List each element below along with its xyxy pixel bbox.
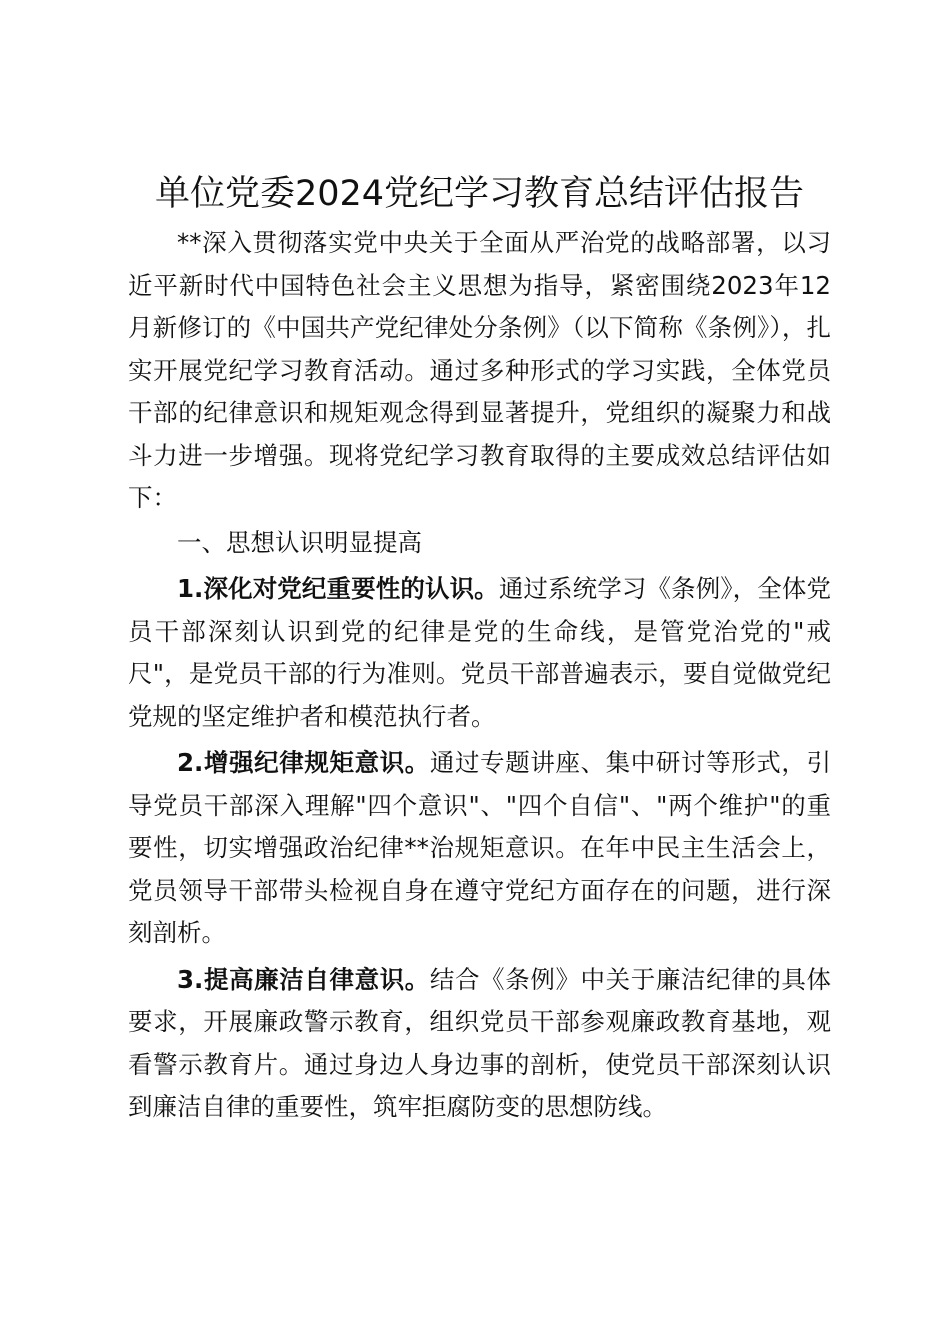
item-body: 通过专题讲座、集中研讨等形式，引导党员干部深入理解"四个意识"、"四个自信"、"两个维护"的重要性，切实增强政治纪律**治规矩意识。在年中民主生活会上，党员领导干部带头检视自身在遵守党纪方面存在的问题，进行深刻剖析。: [128, 748, 832, 947]
intro-paragraph: **深入贯彻落实党中央关于全面从严治党的战略部署，以习近平新时代中国特色社会主义思想为指导，紧密围绕2023年12月新修订的《中国共产党纪律处分条例》（以下简称《条例》），扎实开展党纪学习教育活动。通过多种形式的学习实践，全体党员干部的纪律意识和规矩观念得到显著提升，党组织的凝聚力和战斗力进一步增强。现将党纪学习教育取得的主要成效总结评估如下：: [128, 228, 831, 512]
list-item: [128, 959, 831, 1129]
document-title: 单位党委2024党纪学习教育总结评估报告: [154, 174, 805, 214]
document-page: [128, 168, 831, 1129]
section-heading: 一、思想认识明显提高: [177, 527, 422, 557]
item-body: 结合《条例》中关于廉洁纪律的具体要求，开展廉政警示教育，组织党员干部参观廉政教育基地，观看警示教育片。通过身边人身边事的剖析，使党员干部深刻认识到廉洁自律的重要性，筑牢拒腐防变的思想防线。: [128, 964, 832, 1121]
item-lead: 1.深化对党纪重要性的认识。: [177, 574, 499, 603]
list-item: [128, 568, 831, 738]
list-item: [128, 742, 831, 955]
item-lead: 2.增强纪律规矩意识。: [177, 748, 430, 777]
item-body: 通过系统学习《条例》，全体党员干部深刻认识到党的纪律是党的生命线，是管党治党的"戒尺"，是党员干部的行为准则。党员干部普遍表示，要自觉做党纪党规的坚定维护者和模范执行者。: [128, 574, 832, 731]
item-lead: 3.提高廉洁自律意识。: [177, 964, 430, 994]
